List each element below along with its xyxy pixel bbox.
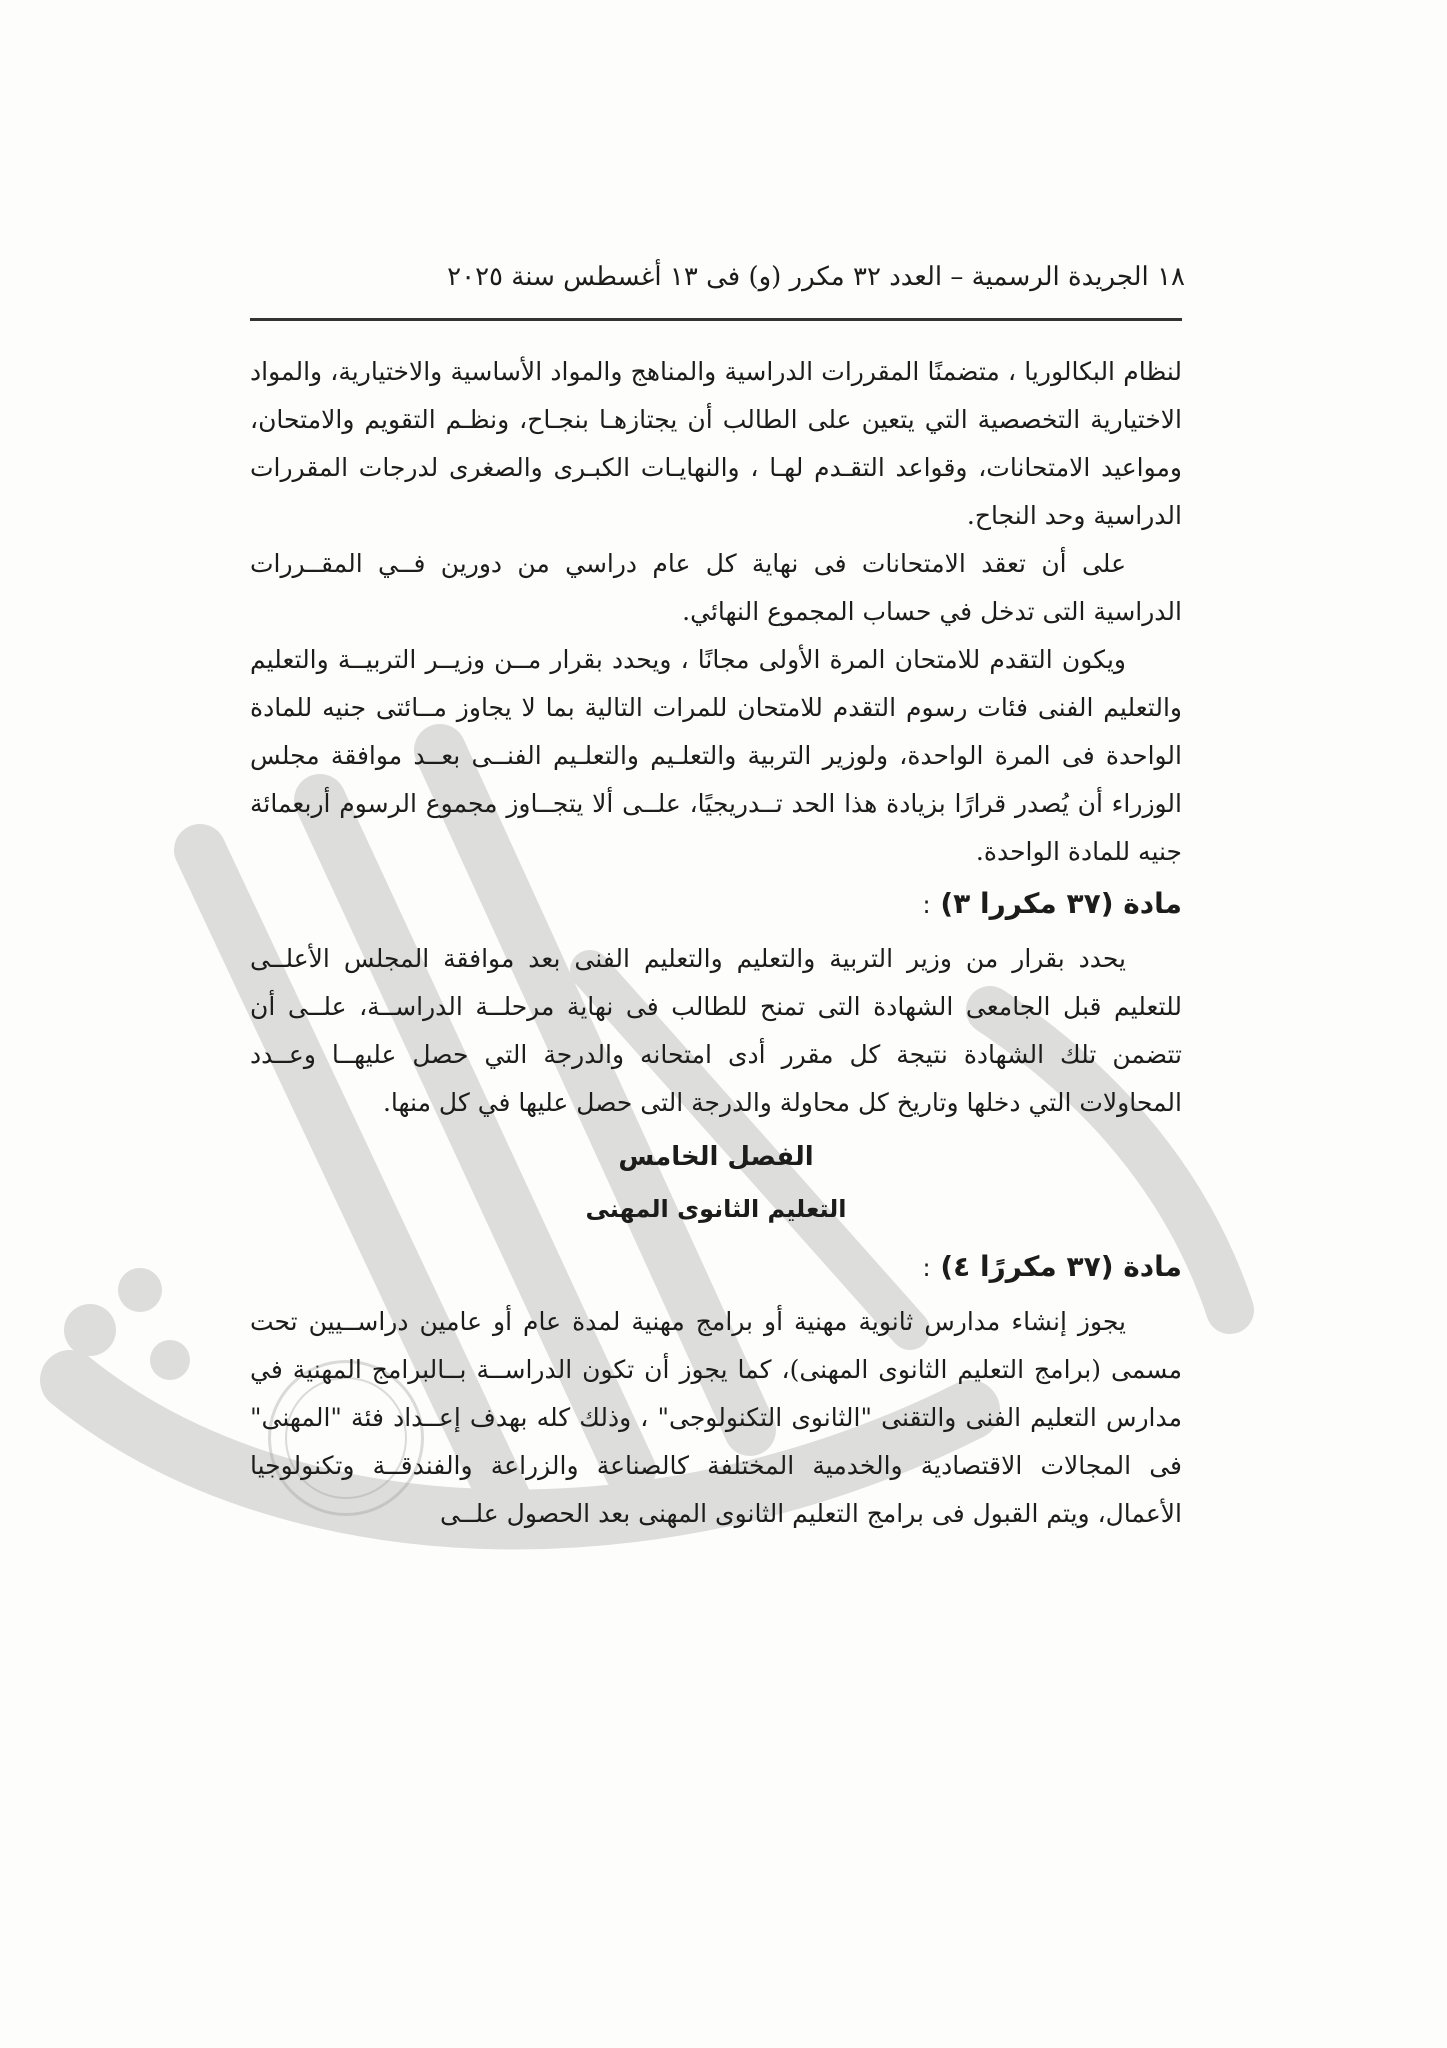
paragraph: لنظام البكالوريا ، متضمنًا المقررات الدراسية والمناهج والمواد الأساسية والاختيارية، والمواد الاختيارية التخصصية التي يتعين على الطالب أن يجتازهـا بنجـاح، ونظـم التقويم والامتحان، ومواعيد الامتحانات، وقواعد التقـدم لهـا ، والنهايـات الكبـرى والصغرى لدرجات المقررات الدراسية وحد النجاح. [250,357,1182,530]
paragraph: يحدد بقرار من وزير التربية والتعليم والتعليم الفنى بعد موافقة المجلس الأعلــى للتعليم قبل الجامعى الشهادة التى تمنح للطالب فى نهاية مرحلــة الدراســة، علــى أن تتضمن تلك الشهادة نتيجة كل مقرر أدى امتحانه والدرجة التي حصل عليهــا وعــدد المحاولات التي دخلها وتاريخ كل محاولة والدرجة التى حصل عليها في كل منها. [250,944,1182,1117]
article-heading [250,1243,1182,1292]
chapter-title: الفصل الخامس [618,1142,814,1172]
article-title: مادة (٣٧ مكررا ٣) [940,887,1182,920]
header-rule [250,318,1182,321]
document-body [250,348,1182,1538]
page-header: ١٨ الجريدة الرسمية – العدد ٣٢ مكرر (و) فى ١٣ أغسطس سنة ٢٠٢٥ [447,262,1185,292]
paragraph: على أن تعقد الامتحانات فى نهاية كل عام دراسي من دورين فــي المقــررات الدراسية التى تدخل في حساب المجموع النهائي. [250,549,1182,626]
article-colon: : [922,891,931,919]
article-colon: : [922,1254,931,1282]
paragraph: ويكون التقدم للامتحان المرة الأولى مجانًا ، ويحدد بقرار مــن وزيــر التربيــة والتعليم والتعليم الفنى فئات رسوم التقدم للامتحان للمرات التالية بما لا يجاوز مــائتى جنيه للمادة الواحدة فى المرة الواحدة، ولوزير التربية والتعلـيم والتعلـيم الفنــى بعــد موافقة مجلس الوزراء أن يُصدر قرارًا بزيادة هذا الحد تــدريجيًا، علــى ألا يتجــاوز مجموع الرسوم أربعمائة جنيه للمادة الواحدة. [250,645,1182,866]
chapter-subtitle: التعليم الثانوى المهنى [585,1195,847,1223]
article-heading [250,880,1182,929]
article-title: مادة (٣٧ مكررًا ٤) [940,1250,1182,1283]
paragraph: يجوز إنشاء مدارس ثانوية مهنية أو برامج مهنية لمدة عام أو عامين دراســيين تحت مسمى (برامج التعليم الثانوى المهنى)، كما يجوز أن تكون الدراســة بــالبرامج المهنية في مدارس التعليم الفنى والتقنى "الثانوى التكنولوجى" ، وذلك كله بهدف إعــداد فئة "المهنى" فى المجالات الاقتصادية والخدمية المختلفة كالصناعة والزراعة والفندقــة وتكنولوجيا الأعمال، ويتم القبول فى برامج التعليم الثانوى المهنى بعد الحصول علــى [250,1307,1182,1528]
